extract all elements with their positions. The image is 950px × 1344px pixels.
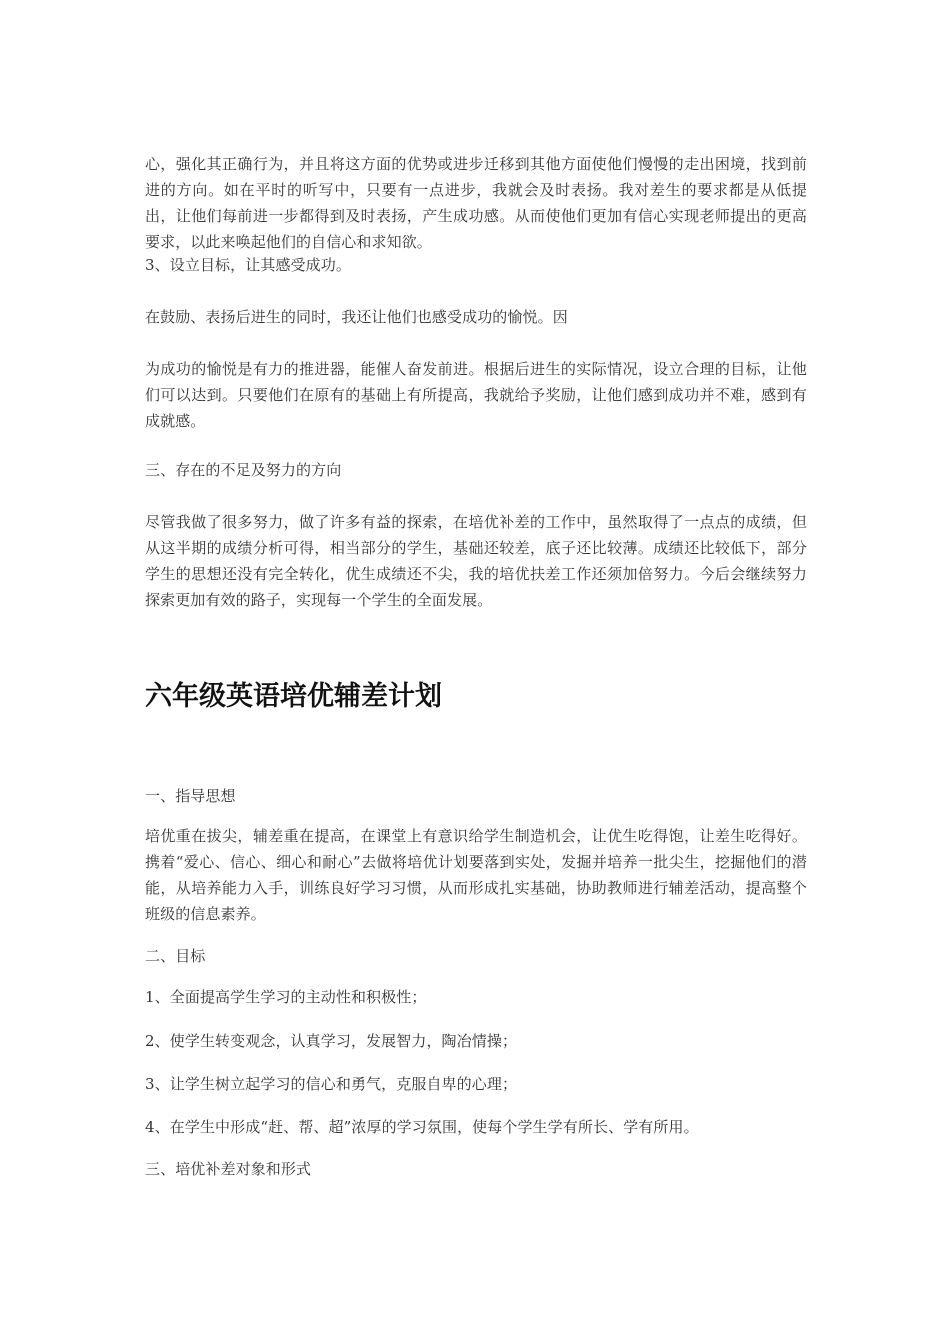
paragraph-goal-2: 2、使学生转变观念，认真学习，发展智力，陶冶情操； [145, 1032, 518, 1050]
paragraph-shortcomings-heading: 三、存在的不足及努力的方向 [145, 461, 342, 479]
paragraph-guiding-ideology: 培优重在拔尖，辅差重在提高，在课堂上有意识给学生制造机会，让优生吃得饱，让差生吃得好。携着“爱心、信心、细心和耐心”去做将培优计划要落到实处，发掘并培养一批尖生，挖掘他们的潜能，从培养能力入手，训练良好学习习惯，从而形成扎实基础，协助教师进行辅差活动，提高整个班级的信息素养。 [145, 827, 807, 923]
paragraph-goal-4: 4、在学生中形成“赶、帮、超”浓厚的学习氛围，使每个学生学有所长、学有所用。 [145, 1118, 699, 1136]
paragraph-shortcomings: 尽管我做了很多努力，做了许多有益的探索，在培优补差的工作中，虽然取得了一点点的成绩，但从这半期的成绩分析可得，相当部分的学生，基础还较差，底子还比较薄。成绩还比较低下，部分学生的思想还没有完全转化，优生成绩还不尖，我的培优扶差工作还须加倍努力。今后会继续努力探索更加有效的路子，实现每一个学生的全面发展。 [145, 513, 807, 609]
paragraph-goals-heading: 二、目标 [145, 947, 206, 965]
paragraph-guiding-ideology-heading: 一、指导思想 [145, 787, 236, 805]
paragraph-targets-heading: 三、培优补差对象和形式 [145, 1160, 312, 1178]
paragraph-feel-success: 在鼓励、表扬后进生的同时，我还让他们也感受成功的愉悦。因 [145, 308, 568, 326]
paragraph-goal-1: 1、全面提高学生学习的主动性和积极性； [145, 988, 427, 1006]
paragraph-encouragement: 心，强化其正确行为，并且将这方面的优势或进步迁移到其他方面使他们慢慢的走出困境，找到前进的方向。如在平时的听写中，只要有一点进步，我就会及时表扬。我对差生的要求都是从低提出，让他们每前进一步都得到及时表扬，产生成功感。从而使他们更加有信心实现老师提出的更高要求，以此来唤起他们的自信心和求知欲。 [145, 155, 807, 251]
paragraph-set-goals: 3、设立目标，让其感受成功。 [145, 256, 351, 274]
page-title: 六年级英语培优辅差计划 [145, 681, 442, 712]
paragraph-goal-3: 3、让学生树立起学习的信心和勇气，克服自卑的心理； [145, 1075, 518, 1093]
paragraph-success-joy: 为成功的愉悦是有力的推进器，能催人奋发前进。根据后进生的实际情况，设立合理的目标，让他们可以达到。只要他们在原有的基础上有所提高，我就给予奖励，让他们感到成功并不难，感到有成就感。 [145, 360, 807, 430]
